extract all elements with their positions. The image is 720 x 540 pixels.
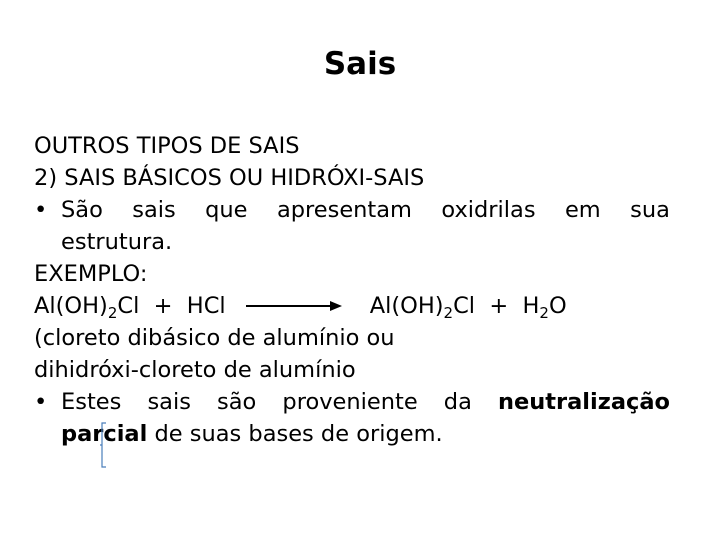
bullet-origin-line2 — [34, 418, 670, 450]
word: apresentam — [276, 197, 412, 223]
chemical-equation — [34, 290, 670, 322]
reactant-base: Al(OH) — [34, 293, 108, 319]
reactant-rest: Cl + HCl — [117, 293, 226, 319]
product-rest: Cl + H — [453, 293, 540, 319]
word-bold: neutralização — [497, 389, 670, 415]
word: proveniente — [282, 389, 418, 415]
word: Estes — [61, 389, 122, 415]
bullet-dot: • — [34, 389, 48, 415]
text-cursor-icon — [100, 422, 108, 468]
bullet-origin-line1 — [61, 386, 670, 418]
word: da — [443, 389, 472, 415]
subscript: 2 — [539, 304, 549, 322]
word: que — [205, 197, 248, 223]
word: são — [217, 389, 257, 415]
subscript: 2 — [107, 304, 118, 322]
equation-reactants — [34, 290, 226, 322]
word: São — [61, 197, 103, 223]
product-oxygen: O — [548, 293, 567, 319]
name-line2: dihidróxi-cloreto de alumínio — [34, 357, 356, 383]
word-bold: parcial — [61, 421, 148, 447]
word: sais — [147, 389, 191, 415]
word: oxidrilas — [441, 197, 536, 223]
bullet-dot: • — [34, 197, 48, 223]
slide-title: Sais — [323, 46, 397, 82]
subscript: 2 — [443, 304, 454, 322]
product-base: Al(OH) — [369, 293, 444, 319]
word: em — [564, 197, 601, 223]
reaction-arrow-icon — [246, 300, 342, 312]
bullet-definition-line1 — [61, 194, 670, 226]
heading-sais-basicos: 2) SAIS BÁSICOS OU HIDRÓXI-SAIS — [34, 165, 425, 191]
bullet-origin-rest: de suas bases de origem. — [147, 421, 443, 447]
bullet-definition — [34, 194, 670, 226]
bullet-origin — [34, 386, 670, 418]
word: sua — [630, 197, 670, 223]
slide-body — [34, 130, 670, 450]
name-line1: (cloreto dibásico de alumínio ou — [34, 325, 395, 351]
heading-outros-tipos: OUTROS TIPOS DE SAIS — [34, 133, 300, 159]
word: sais — [132, 197, 176, 223]
equation-products — [370, 290, 567, 322]
example-label: EXEMPLO: — [34, 261, 148, 287]
bullet-definition-line2: estrutura. — [61, 229, 173, 255]
